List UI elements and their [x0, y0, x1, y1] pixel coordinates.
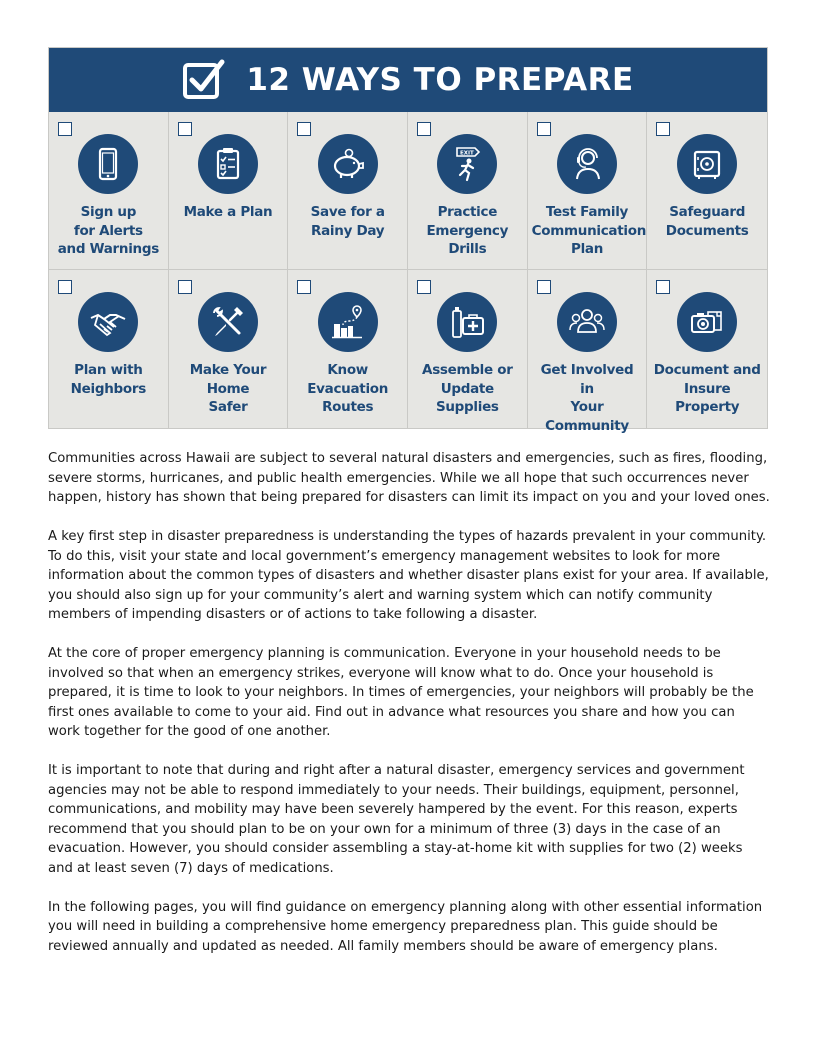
checklist-checkbox[interactable]: [656, 280, 670, 294]
checklist-item-label: Save for a Rainy Day: [310, 204, 385, 239]
svg-text:EXIT: EXIT: [460, 150, 475, 157]
checklist-header: [49, 48, 767, 112]
checklist-checkbox[interactable]: [297, 280, 311, 294]
wrench-screwdriver-icon: [208, 302, 248, 342]
checklist-checkbox[interactable]: [656, 122, 670, 136]
checklist-checkbox[interactable]: [178, 280, 192, 294]
checklist-item-label: Make a Plan: [183, 204, 273, 220]
checklist-item-label: Make Your Home Safer: [189, 362, 267, 415]
checklist-item-practice-drills: [408, 112, 528, 270]
handshake-icon: [88, 302, 128, 342]
checklist-item-label: Practice Emergency Drills: [426, 204, 509, 257]
paragraph: Communities across Hawaii are subject to several natural disasters and emergencies, such as fires, flooding, severe storms, hurricanes, and public health emergencies. While we all hope that such occurrences never happen, history has shown that being prepared for disasters can limit its impact on you and your loved ones.: [48, 451, 770, 505]
checklist-title: 12 WAYS TO PREPARE: [246, 62, 634, 98]
checklist-checkbox[interactable]: [417, 122, 431, 136]
camera-documents-icon: [687, 302, 727, 342]
checklist-item-label: Plan with Neighbors: [70, 362, 146, 397]
checklist-checkbox[interactable]: [58, 280, 72, 294]
checklist-item-home-safer: [169, 270, 289, 428]
checklist-item-get-involved: [528, 270, 648, 434]
checkbox-check-icon: [182, 58, 226, 102]
intro-body-text: [48, 449, 770, 976]
people-group-icon: [567, 302, 607, 342]
clipboard-icon: [208, 144, 248, 184]
checklist-item-assemble-supplies: [408, 270, 528, 428]
checklist-item-label: Safeguard Documents: [665, 204, 749, 239]
checklist-item-save-rainy-day: [288, 112, 408, 270]
checklist-item-sign-up-alerts: [49, 112, 169, 270]
checklist-checkbox[interactable]: [417, 280, 431, 294]
paragraph: A key first step in disaster preparedness is understanding the types of hazards prevalent in your community. To do this, visit your state and local government’s emergency management websites to look for more information about the common types of disasters and whether disaster plans exist for your area. If available, you should also sign up for your community’s alert and warning system which can notify community members of impending disasters or of actions to take following a disaster.: [48, 529, 769, 622]
checklist-checkbox[interactable]: [178, 122, 192, 136]
checklist-item-label: Test Family Communication Plan: [531, 204, 647, 257]
checklist-item-plan-neighbors: [49, 270, 169, 428]
phone-icon: [88, 144, 128, 184]
checklist-item-label: Sign up for Alerts and Warnings: [57, 204, 159, 257]
checklist-checkbox[interactable]: [297, 122, 311, 136]
checklist-item-safeguard-documents: [647, 112, 767, 270]
checklist-item-label: Get Involved in Your Community: [540, 362, 634, 434]
exit-runner-icon: [447, 144, 487, 184]
checklist-checkbox[interactable]: [537, 280, 551, 294]
checklist-item-evacuation-routes: [288, 270, 408, 428]
checklist-checkbox[interactable]: [58, 122, 72, 136]
preparedness-checklist-panel: [48, 47, 768, 434]
checklist-item-label: Document and Insure Property: [653, 362, 761, 415]
safe-icon: [687, 144, 727, 184]
supply-kit-icon: [447, 302, 487, 342]
headset-person-icon: [567, 144, 607, 184]
checklist-item-label: Assemble or Update Supplies: [422, 362, 513, 415]
checklist-item-make-plan: [169, 112, 289, 270]
paragraph: At the core of proper emergency planning is communication. Everyone in your household needs to be involved so that when an emergency strikes, everyone will know what to do. Once your household is prepared, it is time to look to your neighbors. In times of emergencies, your neighbors will probably be the first ones available to come to your aid. Find out in advance what resources you share and how you can work together for the good of one another.: [48, 646, 754, 739]
paragraph: It is important to note that during and right after a natural disaster, emergency services and government agencies may not be able to respond immediately to your needs. Their buildings, equipment, personnel, communications, and mobility may have been severely hampered by the event. For this reason, experts recommend that you should plan to be on your own for a minimum of three (3) days in the case of an evacuation. However, you should consider assembling a stay-at-home kit with supplies for two (2) weeks and at least seven (7) days of medications.: [48, 763, 745, 876]
paragraph: In the following pages, you will find guidance on emergency planning along with other essential information you will need in building a comprehensive home emergency preparedness plan. This guide should be reviewed annually and updated as needed. All family members should be aware of emergency plans.: [48, 899, 763, 954]
piggy-bank-icon: [328, 144, 368, 184]
checklist-item-label: Know Evacuation Routes: [307, 362, 389, 415]
checklist-item-insure-property: [647, 270, 767, 428]
checklist-item-test-communication: [528, 112, 648, 270]
route-map-icon: [328, 302, 368, 342]
checklist-grid: [49, 112, 767, 434]
checklist-checkbox[interactable]: [537, 122, 551, 136]
